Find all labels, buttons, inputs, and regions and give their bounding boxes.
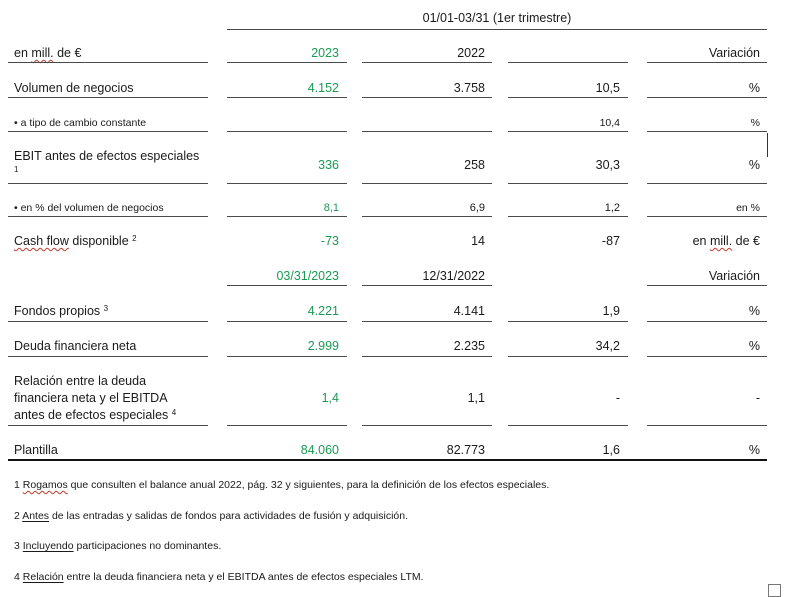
value-change: 10,5 [595,81,620,95]
footnote-2: 2 Antes de las entradas y salidas de fondos para actividades de fusión y adquisición. [14,510,409,522]
row-label-line2: financiera neta y el EBITDA [14,391,168,405]
units-label: en mill. de € [14,46,82,60]
value-2023: 1,4 [321,391,339,405]
col-date-2022: 12/31/2022 [422,269,485,283]
footnote-1: 1 Rogamos que consulten el balance anual 2022, pág. 32 y siguientes, para la definición de los efectos especiales. [14,479,550,491]
value-2023: 336 [318,158,339,172]
value-change: 10,4 [599,117,620,129]
value-2022: 1,1 [467,391,485,405]
col-variacion: Variación [708,46,760,60]
col-2023: 2023 [311,46,339,60]
row-label: Deuda financiera neta [14,339,137,353]
col-variacion-2: Variación [708,269,760,283]
value-2023: 84.060 [300,443,339,457]
footnote-4: 4 Relación entre la deuda financiera neta y el EBITDA antes de efectos especiales LTM. [14,571,424,583]
value-change: 1,6 [602,443,620,457]
value-unit: % [748,158,760,172]
row-label: • a tipo de cambio constante [14,117,147,129]
col-2022: 2022 [457,46,485,60]
value-2023: 8,1 [323,202,339,214]
value-change: 30,3 [595,158,620,172]
row-label: EBIT antes de efectos especiales [14,149,200,163]
row-label-line3: antes de efectos especiales $^4$ [14,408,177,422]
value-change: 34,2 [595,339,620,353]
value-2022: 14 [471,234,485,248]
row-label: Plantilla [14,443,58,457]
value-2023: 2.999 [307,339,339,353]
period-header: 01/01-03/31 (1er trimestre) [422,11,572,25]
value-2023: 4.221 [307,304,339,318]
value-change: - [615,391,620,405]
value-2022: 258 [464,158,485,172]
footnote-ref: 2 [132,234,137,243]
paragraph-mark-box [768,584,781,597]
col-date-2023: 03/31/2023 [276,269,339,283]
value-2022: 2.235 [453,339,485,353]
value-change: 1,2 [604,202,620,214]
footnote-ref: 1 [14,165,19,174]
value-2022: 82.773 [446,443,485,457]
footnote-ref: 4 [171,408,177,417]
row-label: Fondos propios $^3$ [14,304,109,318]
value-unit: % [748,81,760,95]
footnote-ref: 3 [103,304,109,313]
footnote-3: 3 Incluyendo participaciones no dominantes. [14,540,222,552]
value-change: 1,9 [602,304,620,318]
row-label-line1: Relación entre la deuda [14,374,147,388]
value-unit: % [748,304,760,318]
row-label: • en % del volumen de negocios [14,202,164,214]
cursor-bar [767,133,768,157]
value-unit: en mill. de € [692,234,760,248]
header-rule [227,29,767,30]
value-unit: en % [736,202,760,214]
value-unit: % [748,443,760,457]
value-2023: -73 [320,234,339,248]
value-unit: % [750,117,760,129]
value-2022: 4.141 [453,304,485,318]
value-unit: % [748,339,760,353]
row-label: Volumen de negocios [14,81,134,95]
value-2023: 4.152 [307,81,339,95]
row-label: Cash flow disponible $^2$ [14,234,137,248]
value-unit: - [755,391,760,405]
table-bottom-rule [8,459,767,461]
value-2022: 6,9 [469,202,485,214]
value-change: -87 [601,234,620,248]
value-2022: 3.758 [453,81,485,95]
